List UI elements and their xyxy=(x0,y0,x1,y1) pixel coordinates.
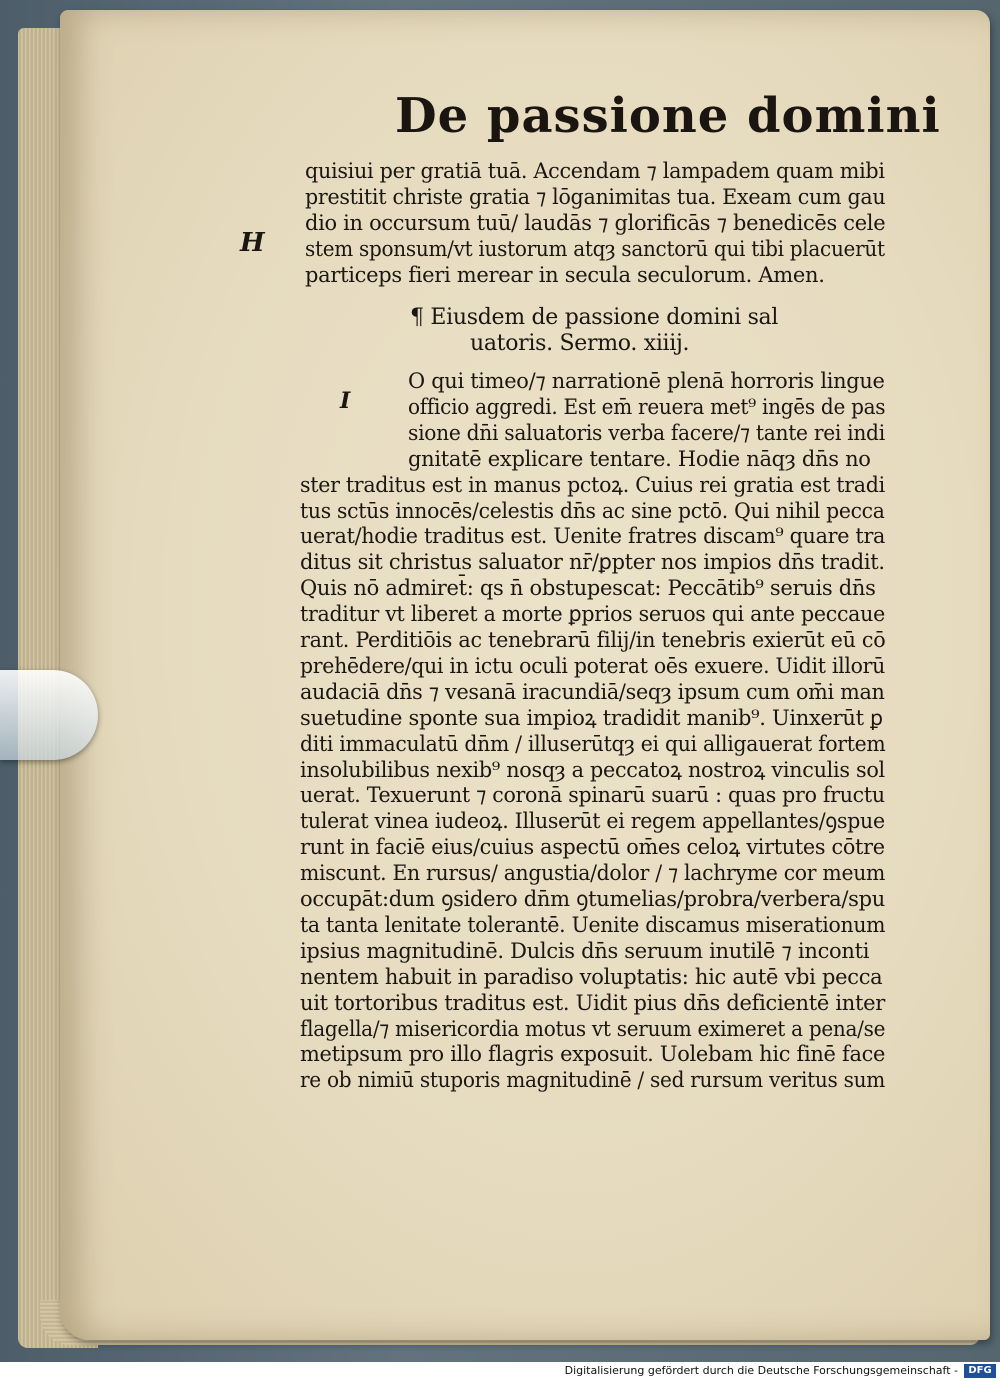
text-line: particeps fieri merear in secula seculorum. Amen. xyxy=(305,262,825,287)
text-line: ster traditus est in manus pctoꝝ. Cuius rei gratia est tradi xyxy=(300,472,885,497)
text-line: runt in faciē eius/cuius aspectū om̄es celoꝝ virtutes cōtre xyxy=(300,835,885,860)
text-line: prehēdere/qui in ictu oculi poterat oēs exuere. Uidit illorū xyxy=(300,653,885,678)
text-line: occupāt:dum ꝯsidero dn̄m ꝯtumelias/probra/verbera/spu xyxy=(300,887,885,911)
text-line: tulerat vinea iudeoꝝ. Illuserūt ei regem appellantes/ꝯspue xyxy=(300,809,885,834)
text-line: uerat. Texuerunt ⁊ coronā spinarū suarū : quas pro fructu xyxy=(300,783,885,808)
text-line: diti immaculatū dn̄m / illuserūtqȝ ei qui alligauerat fortem xyxy=(300,731,886,756)
text-line: insolubilibus nexib⁹ nosqȝ a peccatoꝝ nostroꝝ vinculis sol xyxy=(300,757,885,782)
page-clip xyxy=(0,670,98,760)
text-line: nentem habuit in paradiso voluptatis: hic autē vbi pecca xyxy=(300,964,883,989)
text-line: miscunt. En rursus/ angustia/dolor / ⁊ lachryme cor meum xyxy=(300,861,886,886)
text-line: quisiui per gratiā tuā. Accendam ⁊ lampadem quam mibi xyxy=(305,159,885,183)
page-heading: De passione domini xyxy=(395,88,941,144)
text-line: ditus sit christus saluator nr̄/ꝑpter nos impios dn̄s tradit. xyxy=(300,550,885,575)
text-line: O qui timeo/⁊ narrationē plenā horroris lingue xyxy=(408,369,885,393)
text-line: re ob nimiū stuporis magnitudinē / sed rursum veritus sum xyxy=(300,1068,886,1093)
text-line: metipsum pro illo flagris exposuit. Uolebam hic finē face xyxy=(300,1042,886,1067)
margin-note-i: I xyxy=(340,388,351,414)
text-line: flagella/⁊ misericordia motus vt seruum eximeret a pena/se xyxy=(300,1016,886,1041)
text-line: rant. Perditiōis ac tenebrarū filij/in tenebris exierūt eū cō xyxy=(300,628,886,652)
text-line: dio in occursum tuū/ laudās ⁊ glorificās ⁊ benedicēs cele xyxy=(305,210,886,235)
funding-notice: Digitalisierung gefördert durch die Deutsche Forschungsgemeinschaft - xyxy=(564,1364,958,1377)
text-line: uerat/hodie traditus est. Uenite fratres discam⁹ quare tra xyxy=(300,524,886,549)
section-heading-line-1: ¶ Eiusdem de passione domini sal xyxy=(410,305,779,330)
text-line: traditur vt liberet a morte ꝑprios seruos qui ante peccaue xyxy=(300,602,885,627)
text-line: sione dn̄i saluatoris verba facere/⁊ tante rei indi xyxy=(408,420,885,445)
dfg-logo: DFG xyxy=(964,1364,996,1378)
margin-note-h: H xyxy=(240,228,265,258)
text-line: stem sponsum/vt iustorum atqȝ sanctorū qui tibi placuerūt xyxy=(305,236,885,261)
text-line: tus sctūs innocēs/celestis dn̄s ac sine pctō. Qui nihil pecca xyxy=(300,498,885,523)
text-line: officio aggredi. Est em̄ reuera met⁹ ingēs de pas xyxy=(408,394,886,419)
text-line: Quis nō admiret̄: qs n̄ obstupescat: Peccātib⁹ seruis dn̄s xyxy=(300,576,876,601)
text-line: ta tanta lenitate tolerantē. Uenite discamus miserationum xyxy=(300,912,886,937)
text-line: prestitit christe gratia ⁊ lōganimitas tua. Exeam cum gau xyxy=(305,184,886,209)
section-heading-line-2: uatoris. Sermo. xiiij. xyxy=(470,331,690,356)
text-line: suetudine sponte sua impioꝝ tradidit manib⁹. Uinxerūt ꝑ xyxy=(300,705,883,730)
text-line: ipsius magnitudinē. Dulcis dn̄s seruum inutilē ⁊ inconti xyxy=(300,938,870,963)
text-line: uit tortoribus traditus est. Uidit pius dn̄s deficientē inter xyxy=(300,990,886,1015)
text-line: gnitatē explicare tentare. Hodie nāqȝ dn̄s no xyxy=(408,446,871,471)
text-line: audaciā dn̄s ⁊ vesanā iracundiā/seqȝ ipsum cum om̄i man xyxy=(300,679,885,704)
